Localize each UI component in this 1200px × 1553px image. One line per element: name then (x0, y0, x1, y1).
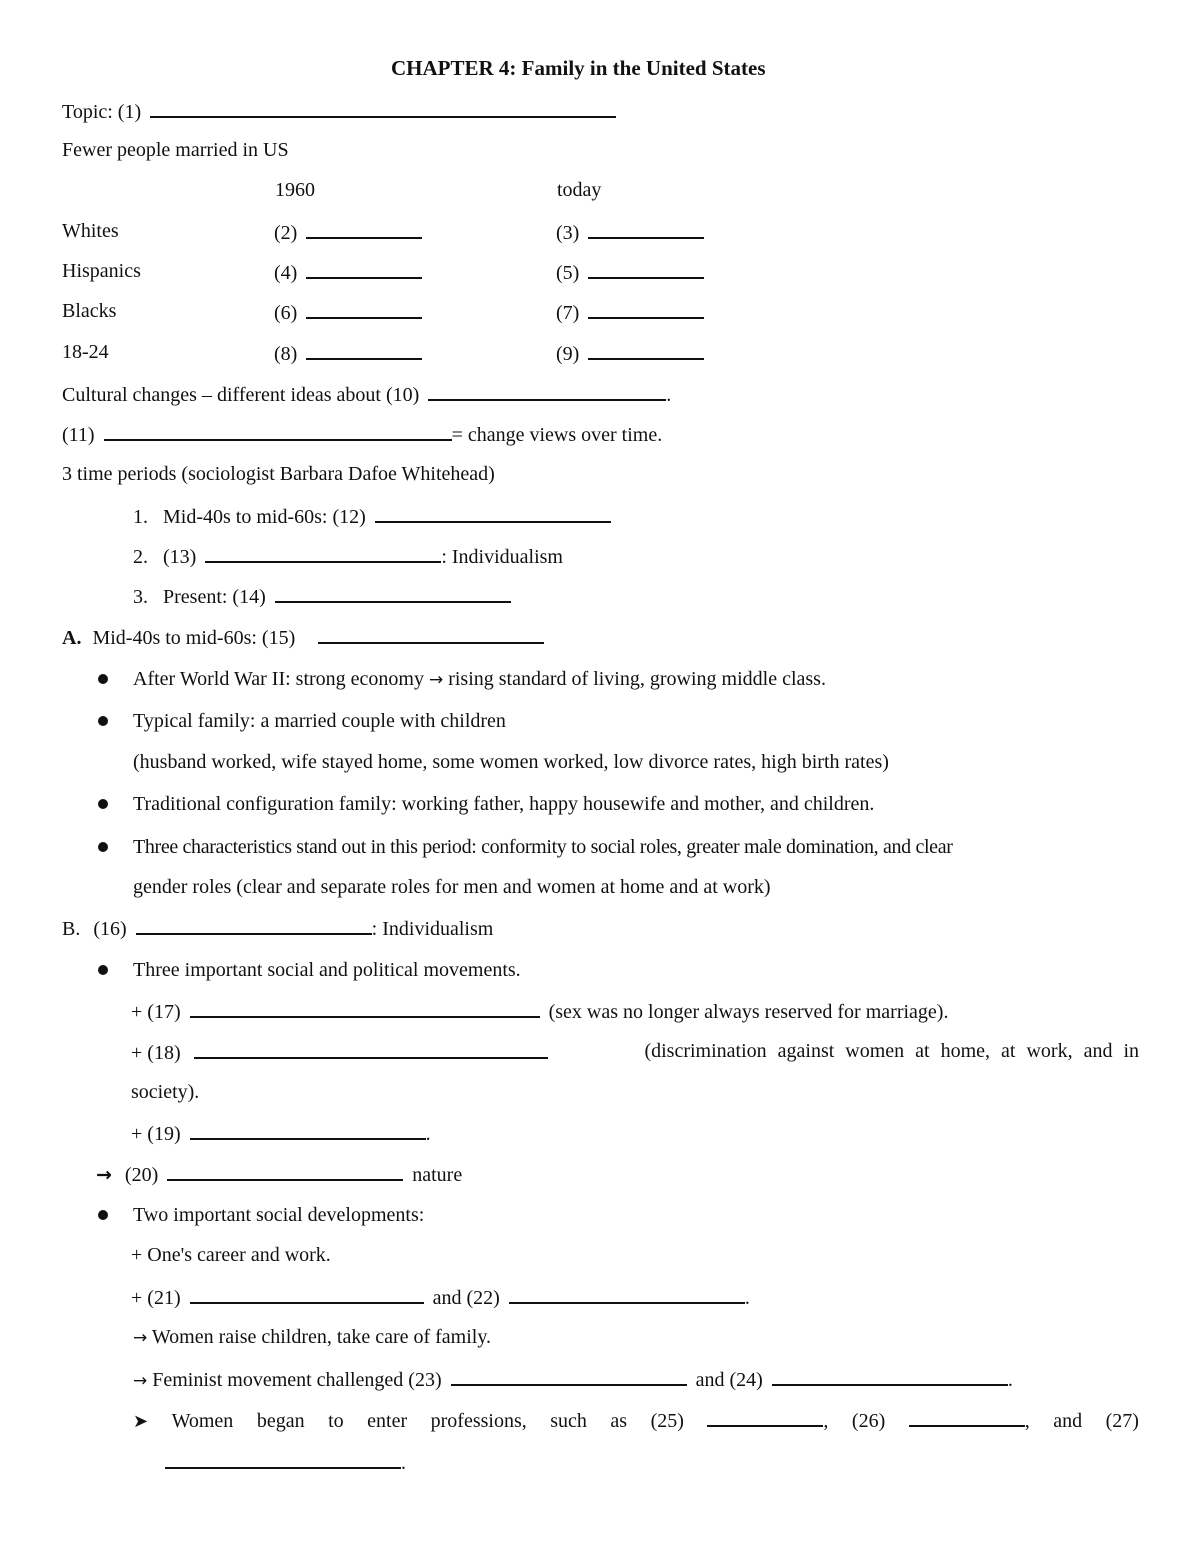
development-21-22 (131, 1284, 750, 1308)
movement-17 (131, 998, 948, 1022)
row-label-hispanics: Hispanics (62, 260, 141, 282)
cultural-changes-end: . (666, 384, 672, 406)
line-20 (96, 1161, 462, 1185)
page-title: CHAPTER 4: Family in the United States (391, 56, 766, 80)
blank-23[interactable] (451, 1366, 687, 1386)
movement-18-text: (discrimination against women at home, at work, and in (644, 1040, 1139, 1062)
row-18-24-today (556, 340, 704, 364)
blank-label-11: (11) (62, 424, 95, 446)
blank-4[interactable] (306, 259, 422, 279)
blank-label-27: (27) (1105, 1410, 1139, 1432)
blank-14[interactable] (275, 583, 511, 603)
professions-line (133, 1407, 1139, 1431)
periods-intro: 3 time periods (sociologist Barbara Dafoe Whitehead) (62, 463, 495, 485)
row-hispanics-1960 (274, 259, 422, 283)
blank-27[interactable] (165, 1449, 401, 1469)
professions-word: and (1053, 1410, 1083, 1432)
blank-1[interactable] (150, 98, 616, 118)
blank-26[interactable] (909, 1407, 1025, 1427)
blank-5[interactable] (588, 259, 704, 279)
blank-label-8: (8) (274, 343, 298, 365)
comma: , (823, 1410, 829, 1432)
blank-7[interactable] (588, 299, 704, 319)
women-raise-line (133, 1325, 491, 1349)
blank-label-17: + (17) (131, 1001, 181, 1023)
movement-19-end: . (425, 1123, 431, 1145)
bullet-icon (98, 965, 108, 975)
blank-2[interactable] (306, 219, 422, 239)
professions-word: enter (367, 1410, 408, 1432)
movement-17-text: (sex was no longer always reserved for marriage). (548, 1001, 949, 1023)
blank-label-19: + (19) (131, 1123, 181, 1145)
a-b1-text: After World War II: strong economy (133, 668, 424, 690)
period-text-1: Mid-40s to mid-60s: (12) (163, 506, 366, 528)
professions-word: professions, (430, 1410, 527, 1432)
line-20-text: nature (412, 1164, 463, 1186)
blank-label-2: (2) (274, 222, 298, 244)
row-blacks-today (556, 299, 704, 323)
period-num-2: 2. (133, 546, 148, 568)
row-label-whites: Whites (62, 220, 119, 242)
section-b-letter: B. (62, 918, 81, 940)
bullet-icon (98, 799, 108, 809)
row-label-18-24: 18-24 (62, 341, 109, 363)
blank-24[interactable] (772, 1366, 1008, 1386)
section-b-title: : Individualism (371, 918, 494, 940)
period-num-1: 1. (133, 506, 148, 528)
topic-line (62, 98, 616, 122)
professions-word: began (256, 1410, 305, 1432)
section-a-letter: A. (62, 627, 82, 649)
section-b-bullet-1 (0, 958, 1200, 982)
blank-20[interactable] (167, 1161, 403, 1181)
row-whites-today (556, 219, 704, 243)
a-b2-text: Typical family: a married couple with children (133, 710, 506, 732)
period-text-2: : Individualism (441, 546, 563, 568)
bullet-icon (98, 842, 108, 852)
blank-label-6: (6) (274, 302, 298, 324)
topic-label: Topic: (1) (62, 101, 142, 123)
line-11-text: = change views over time. (451, 424, 663, 446)
right-arrow-icon: → (133, 1371, 148, 1391)
blank-label-20: (20) (124, 1164, 159, 1186)
blank-label-24: and (24) (695, 1369, 763, 1391)
blank-19[interactable] (190, 1120, 426, 1140)
row-hispanics-today (556, 259, 704, 283)
row-label-blacks: Blacks (62, 300, 117, 322)
right-arrow-icon: → (96, 1164, 112, 1186)
a-b1-text-end: rising standard of living, growing middle class. (448, 668, 826, 690)
blank-15[interactable] (318, 624, 544, 644)
b-b2-text: Two important social developments: (133, 1204, 425, 1226)
bullet-icon (98, 1210, 108, 1220)
blank-label-13: (13) (163, 546, 197, 568)
blank-label-16: (16) (93, 918, 127, 940)
professions-word: Women (171, 1410, 234, 1432)
blank-11[interactable] (104, 421, 452, 441)
bullet-icon (98, 674, 108, 684)
comma: , (1024, 1410, 1030, 1432)
movement-19 (131, 1120, 431, 1144)
blank-12[interactable] (375, 503, 611, 523)
section-b-heading (62, 915, 493, 939)
blank-label-25: (25) (650, 1410, 684, 1432)
feminist-line (133, 1366, 1013, 1390)
movement-18-continuation: society). (131, 1081, 200, 1103)
period-item-2 (133, 543, 563, 567)
section-a-bullet-3 (0, 792, 1200, 816)
blank-21[interactable] (190, 1284, 424, 1304)
row-whites-1960 (274, 219, 422, 243)
blank-10[interactable] (428, 381, 666, 401)
col-header-1960: 1960 (275, 179, 315, 201)
col-header-today: today (557, 179, 602, 201)
blank-17[interactable] (190, 998, 540, 1018)
blank-label-5: (5) (556, 262, 580, 284)
blank-label-23: Feminist movement challenged (23) (152, 1369, 442, 1391)
period-text-3: Present: (14) (163, 586, 266, 608)
development-1: + One's career and work. (131, 1244, 331, 1266)
row-18-24-1960 (274, 340, 422, 364)
period-num-3: 3. (133, 586, 148, 608)
a-b4-text: Three characteristics stand out in this period: conformity to social roles, greater male domination, and clear (133, 836, 953, 858)
row-blacks-1960 (274, 299, 422, 323)
blank-label-3: (3) (556, 222, 580, 244)
women-raise-text: Women raise children, take care of family. (151, 1326, 492, 1348)
blank-label-4: (4) (274, 262, 298, 284)
line-11 (62, 421, 662, 445)
cultural-changes-line (62, 381, 671, 405)
professions-continuation (165, 1449, 406, 1473)
blank-9[interactable] (588, 340, 704, 360)
fewer-married-text: Fewer people married in US (62, 139, 289, 161)
blank-label-7: (7) (556, 302, 580, 324)
blank-label-26: (26) (851, 1410, 886, 1432)
period-item-1 (133, 503, 611, 527)
right-arrow-icon: → (428, 670, 444, 690)
section-a-heading (62, 624, 544, 648)
blank-label-18: + (18) (131, 1042, 181, 1064)
blank-16[interactable] (136, 915, 372, 935)
a-b4-continuation: gender roles (clear and separate roles for men and women at home and at work) (133, 876, 771, 898)
blank-8[interactable] (306, 340, 422, 360)
blank-18[interactable] (194, 1039, 548, 1059)
section-a-bullet-4 (0, 835, 1200, 859)
section-b-bullet-2 (0, 1203, 1200, 1227)
development-21-22-end: . (744, 1287, 750, 1309)
professions-word: such (550, 1410, 587, 1432)
cultural-changes-text: Cultural changes – different ideas about (10) (62, 384, 420, 406)
right-arrow-icon: → (133, 1328, 148, 1348)
movement-18 (131, 1039, 1139, 1063)
blank-6[interactable] (306, 299, 422, 319)
professions-end: . (401, 1452, 406, 1474)
blank-22[interactable] (509, 1284, 745, 1304)
section-a-bullet-2 (0, 709, 1200, 733)
blank-13[interactable] (205, 543, 441, 563)
section-a-title: Mid-40s to mid-60s: (15) (92, 627, 296, 649)
blank-25[interactable] (707, 1407, 823, 1427)
b-b1-text: Three important social and political movements. (133, 959, 521, 981)
arrowhead-bullet-icon: ➤ (133, 1411, 149, 1432)
professions-word: to (328, 1410, 344, 1432)
a-b3-text: Traditional configuration family: working father, happy housewife and mother, and children. (133, 793, 875, 815)
a-b2-continuation: (husband worked, wife stayed home, some women worked, low divorce rates, high birth rates) (133, 751, 889, 773)
feminist-line-end: . (1007, 1369, 1013, 1391)
bullet-icon (98, 716, 108, 726)
blank-label-21: + (21) (131, 1287, 181, 1309)
blank-label-22: and (22) (432, 1287, 500, 1309)
blank-3[interactable] (588, 219, 704, 239)
section-a-bullet-1 (0, 667, 1200, 691)
period-item-3 (133, 583, 511, 607)
professions-word: as (610, 1410, 628, 1432)
blank-label-9: (9) (556, 343, 580, 365)
